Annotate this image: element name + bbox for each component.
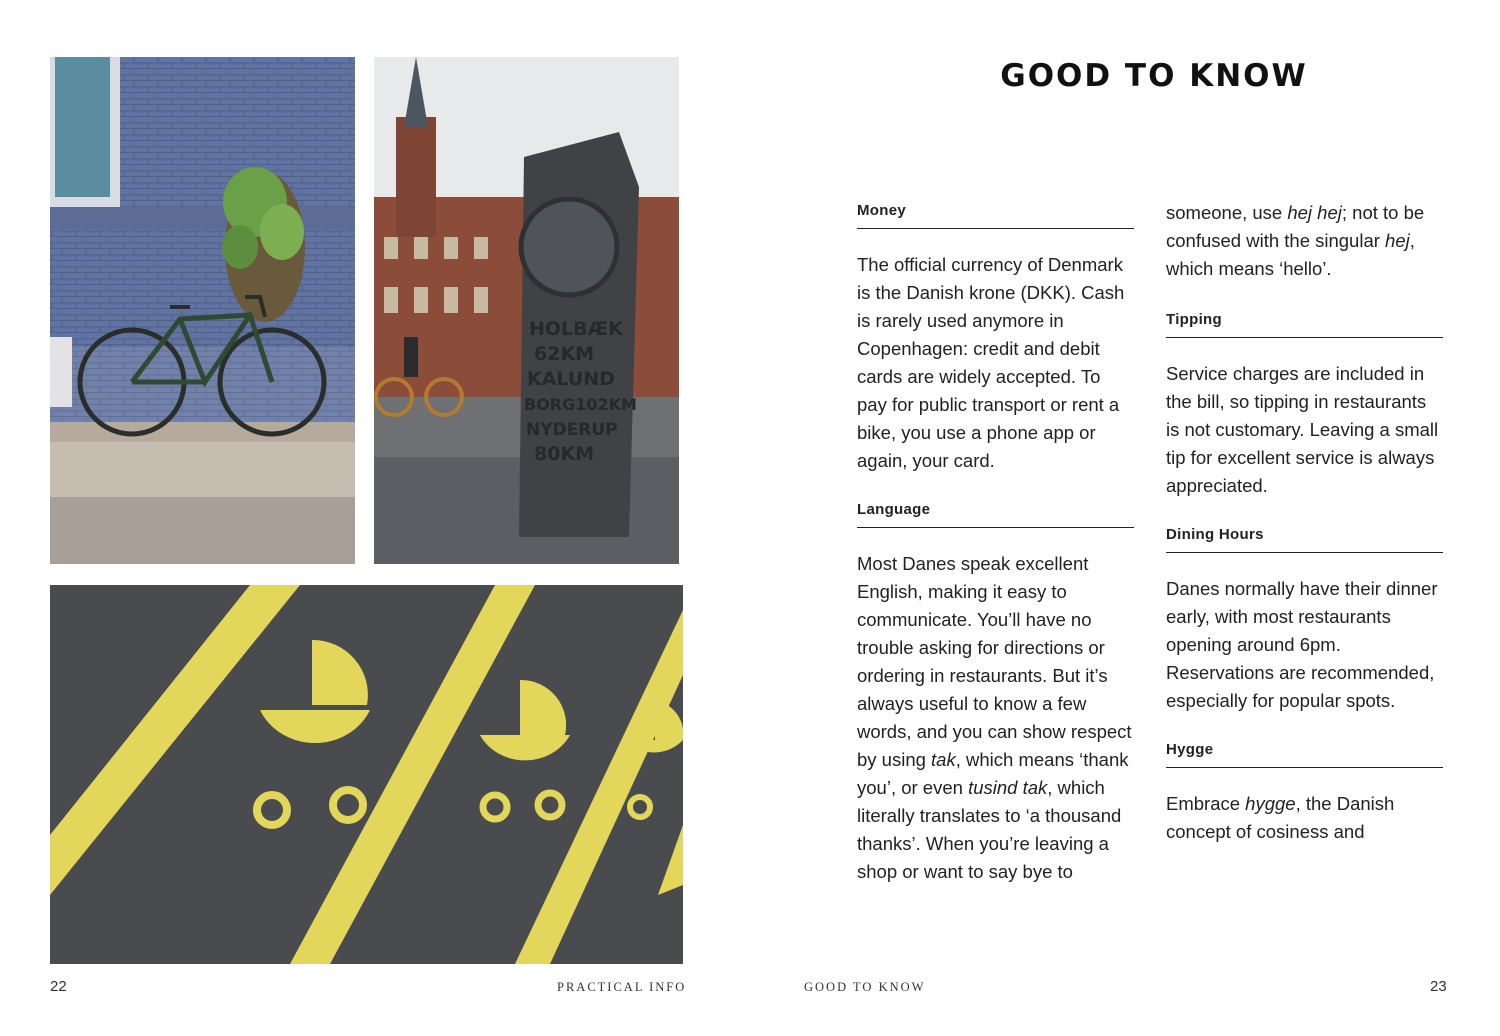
- page-title: GOOD TO KNOW: [1000, 58, 1308, 94]
- milestone-line-3: KALUND: [527, 368, 615, 390]
- milestone-line-4: BORG102KM: [524, 395, 637, 414]
- running-footer-right: GOOD TO KNOW: [804, 980, 926, 994]
- page-number-right: 23: [1430, 978, 1447, 995]
- word-tusind-tak: tusind tak: [968, 777, 1048, 798]
- page-number-left: 22: [50, 978, 67, 995]
- text-column-left: [857, 202, 1134, 912]
- running-footer-left: PRACTICAL INFO: [557, 980, 687, 994]
- section-text-language-continued: someone, use hej hej; not to be confused with the singular hej, which means ‘hello’.: [1166, 202, 1425, 279]
- word-tak: tak: [931, 749, 956, 770]
- word-hej: hej: [1385, 230, 1410, 251]
- word-hygge: hygge: [1245, 793, 1296, 814]
- section-text-money: The official currency of Denmark is the Danish krone (DKK). Cash is rarely used anymore in Copenhagen: credit and debit cards are widely accepted. To pay for public transport or rent a bike, you use a phone app or again, your card.: [857, 254, 1125, 471]
- milestone-line-5: NYDERUP: [526, 420, 618, 440]
- section-text-language: Most Danes speak excellent English, making it easy to communicate. You’ll have no trouble asking for directions or ordering in restaurants. But it’s always useful to know a few words, and you can show respect by using tak, which means ‘thank you’, or even tusind tak, which literally translates to ‘a thousand thanks’. When you’re leaving a shop or want to say bye to: [857, 553, 1132, 882]
- section-heading-tipping: Tipping: [1166, 311, 1443, 338]
- section-heading-language: Language: [857, 501, 1134, 528]
- text-column-right: [1166, 202, 1443, 872]
- word-hej-hej: hej hej: [1287, 202, 1342, 223]
- photo-city-hall-milestone: [374, 57, 679, 564]
- milestone-line-1: HOLBÆK: [529, 318, 623, 340]
- section-text-hygge: Embrace hygge, the Danish concept of cosiness and: [1166, 793, 1395, 842]
- section-heading-money: Money: [857, 202, 1134, 229]
- section-text-dining-hours: Danes normally have their dinner early, with most restaurants opening around 6pm. Reservations are recommended, especially for popular spots.: [1166, 578, 1438, 711]
- photo-stroller-road-markings: [50, 585, 683, 964]
- section-heading-dining-hours: Dining Hours: [1166, 526, 1443, 553]
- photo-bicycle-wall: [50, 57, 355, 564]
- milestone-line-6: 80KM: [534, 443, 595, 465]
- milestone-line-2: 62KM: [534, 343, 595, 365]
- section-heading-hygge: Hygge: [1166, 741, 1443, 768]
- section-text-tipping: Service charges are included in the bill, so tipping in restaurants is not customary. Leaving a small tip for excellent service is always appreciated.: [1166, 363, 1439, 496]
